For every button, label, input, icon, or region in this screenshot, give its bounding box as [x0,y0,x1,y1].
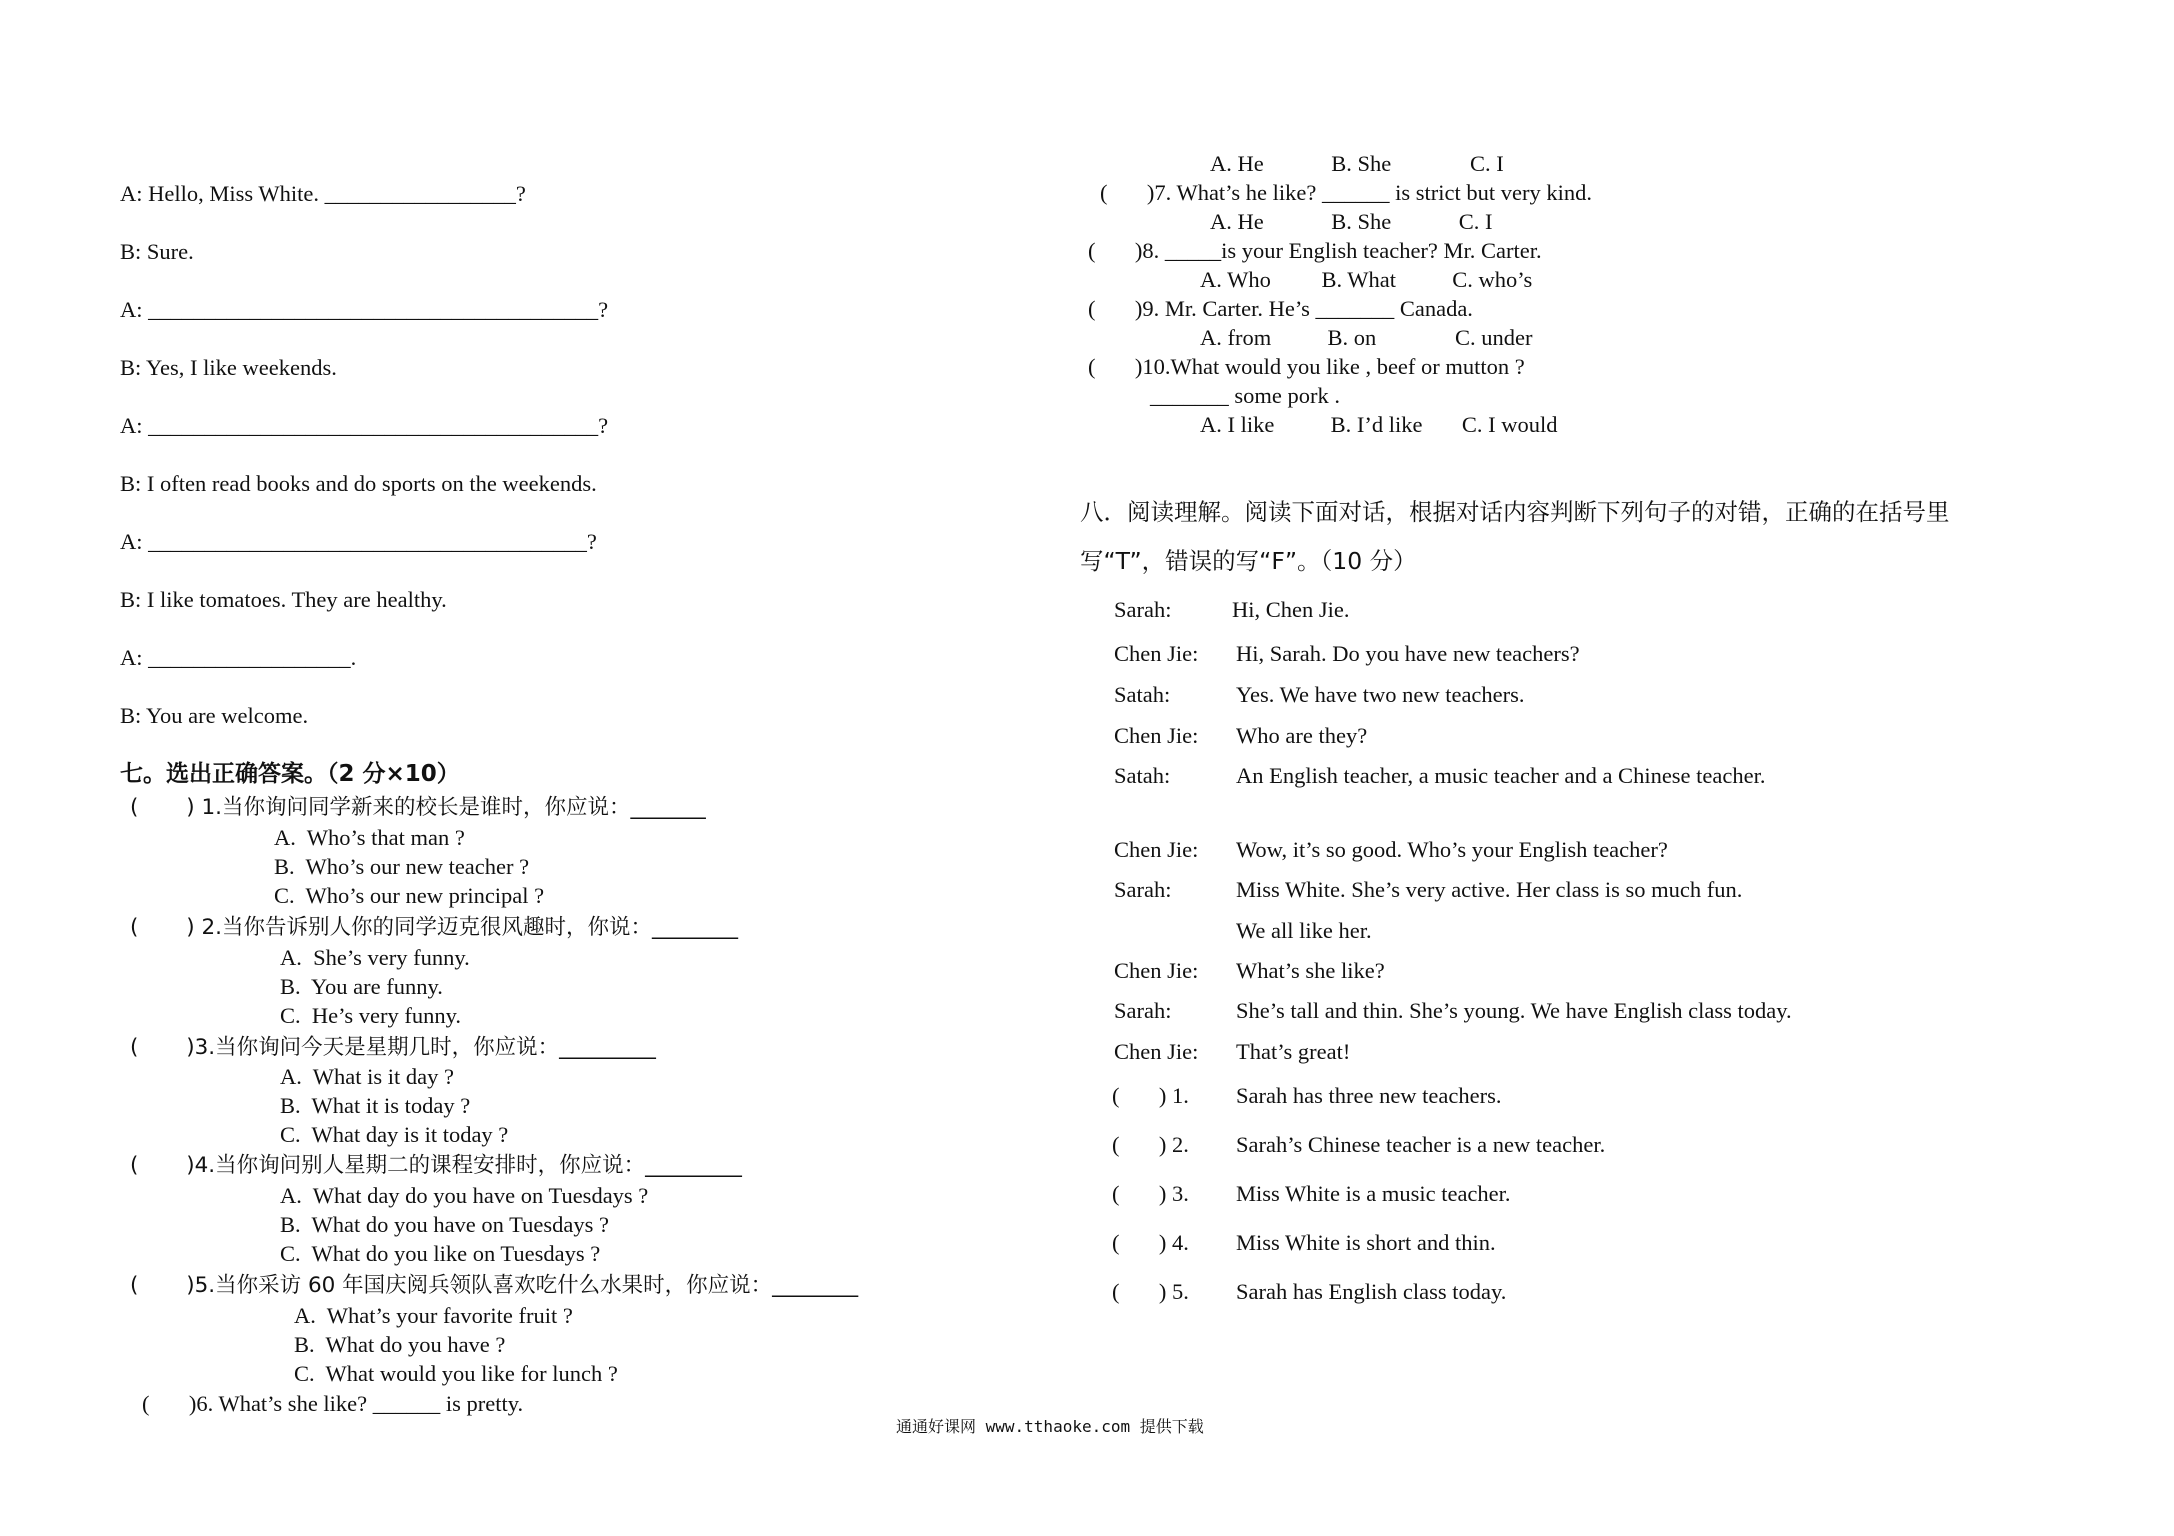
speaker: Sarah: [1114,998,1172,1023]
dialogue-text: Wow, it’s so good. Who’s your English teacher? [1236,837,1668,862]
option: A. Who’s that man ? [274,825,465,850]
dialogue-text: An English teacher, a music teacher and a Chinese teacher. [1236,763,1766,788]
dialogue-text: Miss White. She’s very active. Her class is so much fun. [1236,877,1743,902]
question-9-options: A. from B. on C. under [1200,325,1533,350]
dialogue-line: A: Hello, Miss White. _________________? [120,181,526,206]
speaker: Chen Jie: [1114,641,1199,666]
statement-text: Miss White is short and thin. [1236,1230,1496,1255]
question-10: ( )10.What would you like , beef or mutton ? [1088,354,1525,379]
question-7: ( )7. What’s he like? ______ is strict but very kind. [1100,180,1593,205]
dialogue-line: B: You are welcome. [120,703,309,728]
speaker: Chen Jie: [1114,1039,1199,1064]
dialogue-text: That’s great! [1236,1039,1351,1064]
section-7-title: 七。选出正确答案。（2 分×10） [120,761,460,787]
option: B. What do you have ? [294,1332,506,1357]
dialogue-text: Yes. We have two new teachers. [1236,682,1525,707]
statement-number: ( ) 1. [1112,1083,1189,1108]
footer-credit: 通通好课网 www.tthaoke.com 提供下载 [896,1417,1204,1436]
option: B. What it is today ? [280,1093,471,1118]
statement-text: Sarah has English class today. [1236,1279,1507,1304]
question-5: ( )5.当你采访 60 年国庆阅兵领队喜欢吃什么水果时，你应说：________ [130,1273,859,1298]
option: A. What day do you have on Tuesdays ? [280,1183,649,1208]
question-9: ( )9. Mr. Carter. He’s _______ Canada. [1088,296,1473,321]
question-10-options: A. I like B. I’d like C. I would [1200,412,1558,437]
question-2: ( ) 2.当你告诉别人你的同学迈克很风趣时，你说：________ [130,915,738,940]
option: A. What is it day ? [280,1064,454,1089]
speaker: Sarah: [1114,877,1172,902]
dialogue-line: A: _______________________________________? [120,529,597,554]
section-8-title: 八．阅读理解。阅读下面对话，根据对话内容判断下列句子的对错，正确的在括号里 [1080,498,1950,526]
option: C. What do you like on Tuesdays ? [280,1241,601,1266]
option: A. She’s very funny. [280,945,470,970]
speaker: Chen Jie: [1114,958,1199,983]
option: C. He’s very funny. [280,1003,462,1028]
dialogue-text: What’s she like? [1236,958,1385,983]
dialogue-text: Hi, Sarah. Do you have new teachers? [1236,641,1580,666]
speaker: Chen Jie: [1114,723,1199,748]
statement-number: ( ) 5. [1112,1279,1189,1304]
question-6-options: A. He B. She C. I [1210,151,1504,176]
option: B. You are funny. [280,974,443,999]
dialogue-line: A: ________________________________________? [120,413,609,438]
dialogue-line: B: I like tomatoes. They are healthy. [120,587,447,612]
question-8: ( )8. _____is your English teacher? Mr. Carter. [1088,238,1542,263]
option: C. Who’s our new principal ? [274,883,545,908]
dialogue-line: B: Yes, I like weekends. [120,355,337,380]
speaker: Satah: [1114,682,1171,707]
question-1: ( ) 1.当你询问同学新来的校长是谁时，你应说：_______ [130,795,706,820]
dialogue-line: A: ________________________________________? [120,297,609,322]
dialogue-text: Hi, Chen Jie. [1232,597,1350,622]
speaker: Satah: [1114,763,1171,788]
question-7-options: A. He B. She C. I [1210,209,1493,234]
statement-number: ( ) 4. [1112,1230,1189,1255]
dialogue-text: She’s tall and thin. She’s young. We have English class today. [1236,998,1792,1023]
statement-text: Miss White is a music teacher. [1236,1181,1511,1206]
dialogue-text: We all like her. [1236,918,1372,943]
option: B. What do you have on Tuesdays ? [280,1212,609,1237]
option: C. What day is it today ? [280,1122,509,1147]
question-8-options: A. Who B. What C. who’s [1200,267,1533,292]
statement-number: ( ) 2. [1112,1132,1189,1157]
option: A. What’s your favorite fruit ? [294,1303,573,1328]
question-6: ( )6. What’s she like? ______ is pretty. [142,1391,524,1416]
question-10-line2: _______ some pork . [1150,383,1340,408]
dialogue-line: A: __________________. [120,645,357,670]
statement-number: ( ) 3. [1112,1181,1189,1206]
question-4: ( )4.当你询问别人星期二的课程安排时，你应说：_________ [130,1153,742,1178]
statement-text: Sarah has three new teachers. [1236,1083,1502,1108]
dialogue-line: B: I often read books and do sports on the weekends. [120,471,597,496]
dialogue-line: B: Sure. [120,239,194,264]
dialogue-text: Who are they? [1236,723,1368,748]
speaker: Sarah: [1114,597,1172,622]
statement-text: Sarah’s Chinese teacher is a new teacher. [1236,1132,1606,1157]
section-8-title-cont: 写“T”，错误的写“F”。（10 分） [1080,547,1417,575]
question-3: ( )3.当你询问今天是星期几时，你应说：_________ [130,1035,656,1060]
option: B. Who’s our new teacher ? [274,854,530,879]
speaker: Chen Jie: [1114,837,1199,862]
option: C. What would you like for lunch ? [294,1361,618,1386]
